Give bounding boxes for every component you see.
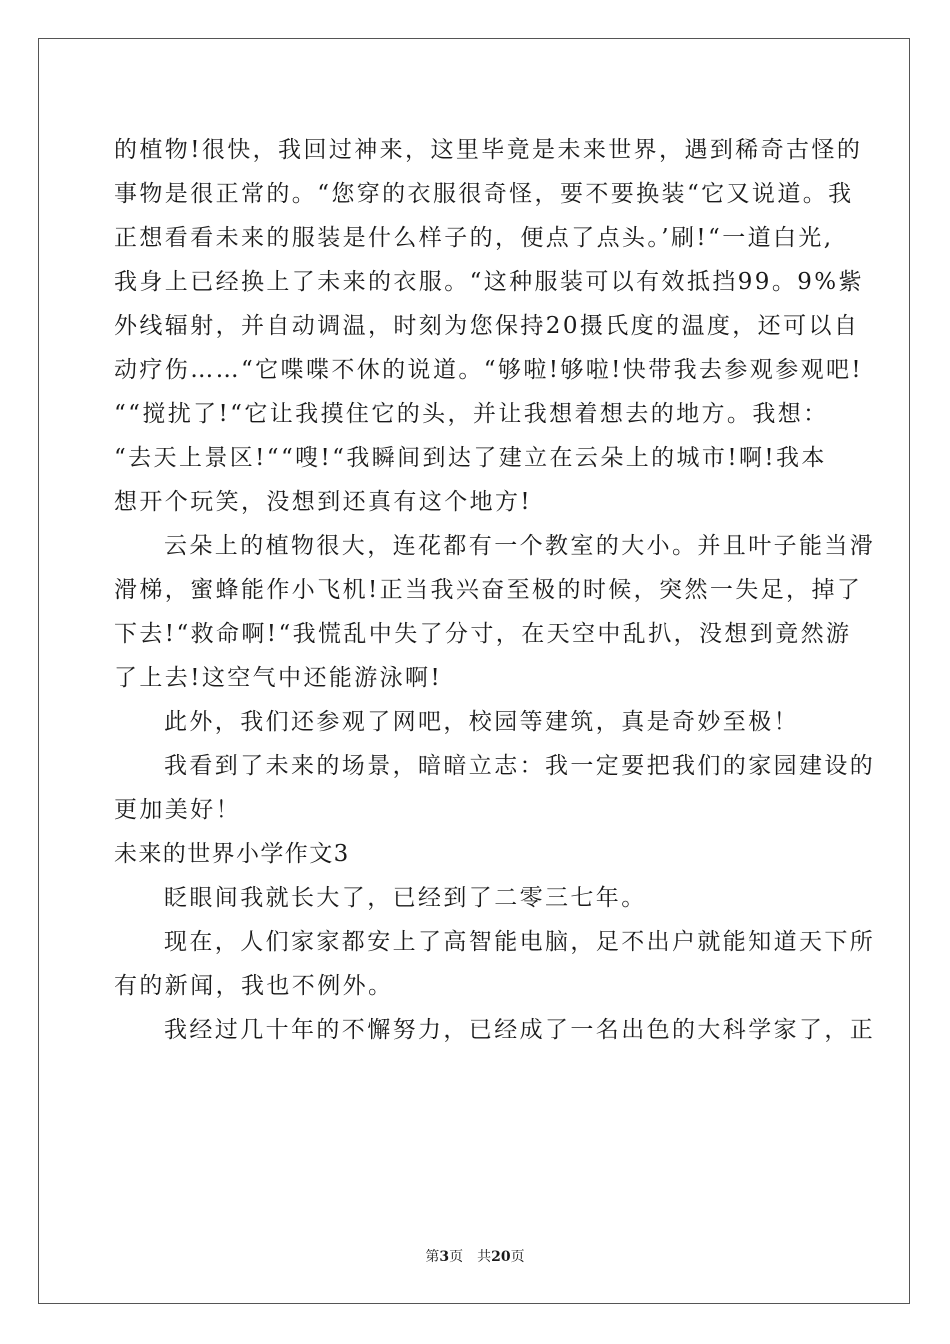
section-heading: 未来的世界小学作文3 — [114, 841, 350, 867]
page-prefix: 第 — [425, 1249, 440, 1265]
total-prefix: 共 — [477, 1249, 492, 1265]
paragraph-start-line: 此外，我们还参观了网吧，校园等建筑，真是奇妙至极！ — [164, 709, 799, 735]
paragraph-start-line: 现在，人们家家都安上了高智能电脑，足不出户就能知道天下所 — [164, 929, 876, 955]
paragraph-start-line: 云朵上的植物很大，连花都有一个教室的大小。并且叶子能当滑 — [164, 533, 876, 559]
body-line: “去天上景区!““嗖!“我瞬间到达了建立在云朵上的城市!啊!我本 — [114, 445, 827, 471]
page-number: 3 — [439, 1249, 450, 1265]
body-line: 下去!“救命啊!“我慌乱中失了分寸，在天空中乱扒，没想到竟然游 — [114, 621, 852, 647]
body-line: 我身上已经换上了未来的衣服。“这种服装可以有效抵挡99。9%紫 — [114, 269, 864, 295]
document-body — [114, 128, 876, 1052]
body-line: 的植物!很快，我回过神来，这里毕竟是未来世界，遇到稀奇古怪的 — [114, 137, 863, 163]
body-line: 外线辐射，并自动调温，时刻为您保持20摄氏度的温度，还可以自 — [114, 313, 860, 339]
paragraph-start-line: 我看到了未来的场景，暗暗立志：我一定要把我们的家园建设的 — [164, 753, 876, 779]
body-line: 了上去!这空气中还能游泳啊! — [114, 665, 443, 691]
total-pages: 20 — [491, 1249, 511, 1265]
body-line: 更加美好！ — [114, 797, 241, 823]
body-line: 动疗伤……“它喋喋不休的说道。“够啦!够啦!快带我去参观参观吧! — [114, 357, 864, 383]
body-line: 有的新闻，我也不例外。 — [114, 973, 394, 999]
body-line: 滑梯，蜜蜂能作小飞机!正当我兴奋至极的时候，突然一失足，掉了 — [114, 577, 863, 603]
body-line: 正想看看未来的服装是什么样子的，便点了点头。’刷!“一道白光, — [114, 225, 834, 251]
paragraph-start-line: 我经过几十年的不懈努力，已经成了一名出色的大科学家了，正 — [164, 1017, 876, 1043]
total-suffix: 页 — [510, 1249, 525, 1265]
paragraph-start-line: 眨眼间我就长大了，已经到了二零三七年。 — [164, 885, 647, 911]
page-footer — [0, 1246, 950, 1266]
body-line: 想开个玩笑，没想到还真有这个地方! — [114, 489, 533, 515]
page-suffix: 页 — [449, 1249, 464, 1265]
body-line: ““搅扰了!“它让我摸住它的头，并让我想着想去的地方。我想： — [114, 401, 829, 427]
body-line: 事物是很正常的。“您穿的衣服很奇怪，要不要换装“它又说道。我 — [114, 181, 854, 207]
